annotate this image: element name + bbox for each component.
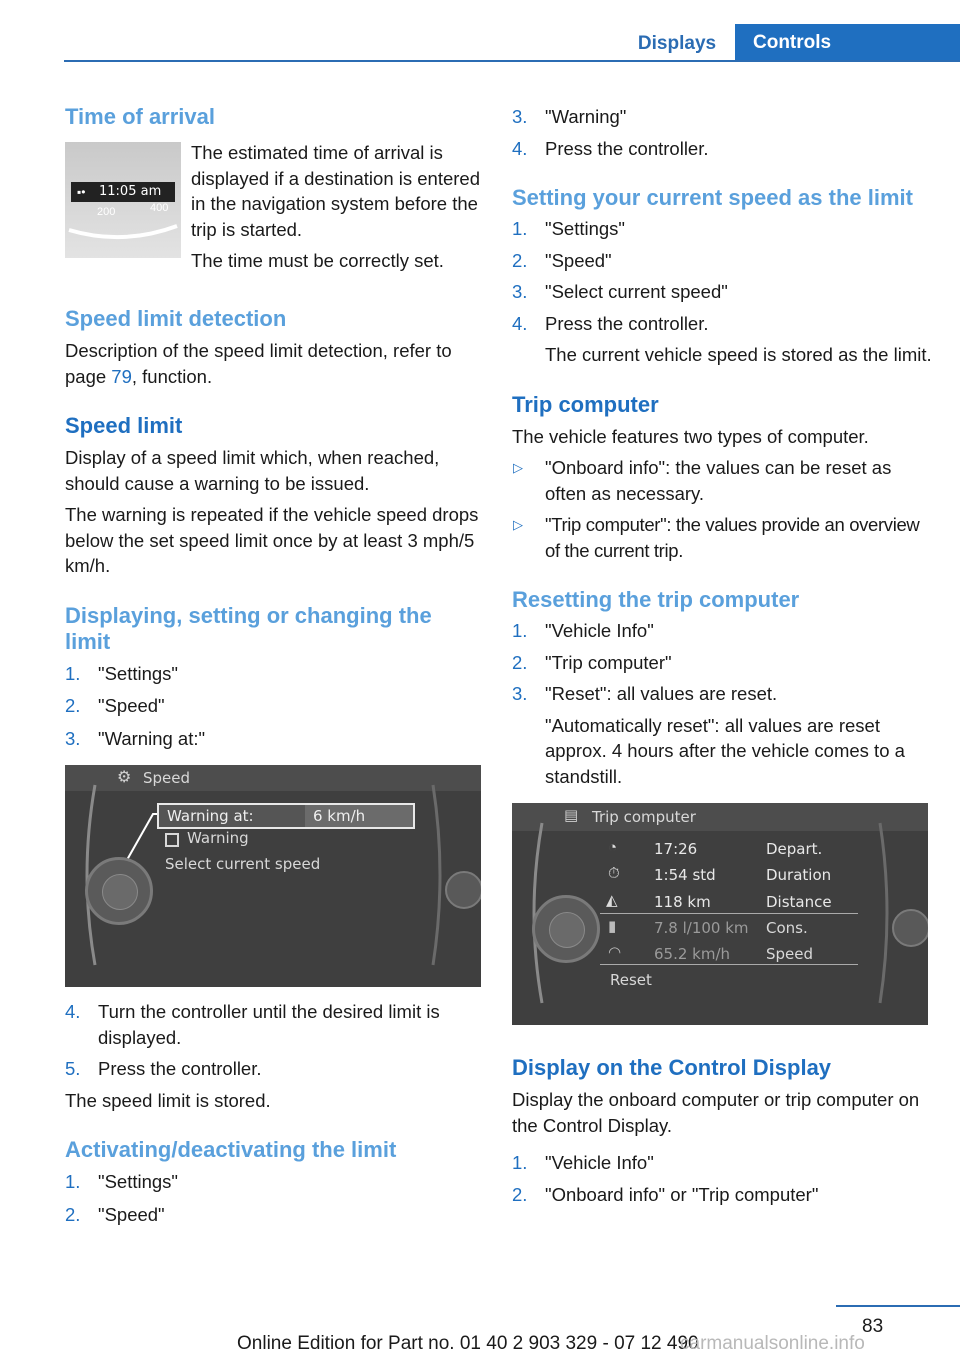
list-item: 3. "Select current speed": [512, 281, 728, 302]
arrival-clock: 11:05 am: [99, 184, 162, 199]
arrival-time-image: [65, 142, 181, 258]
current-speed-steps: [512, 216, 932, 336]
bullet-triangle-icon: ▷: [513, 460, 523, 475]
speed-limit-detection-text: Description of the speed limit detection, refer to page 79, function.: [65, 340, 452, 387]
list-item: 2. "Trip computer": [512, 651, 672, 673]
heading-activating-limit: Activating/deactivating the limit: [65, 1137, 397, 1162]
fuel-pump-icon: ▮: [608, 918, 617, 935]
gauge-arc: [65, 142, 181, 258]
depart-value: 17:26: [654, 840, 698, 858]
warning-at-value: 6 km/h: [313, 807, 366, 825]
trip-computer-intro: The vehicle features two types of computer.: [512, 425, 869, 447]
speedometer-icon: ◠: [608, 944, 622, 961]
list-item: 1. "Settings": [65, 662, 178, 684]
select-current-speed[interactable]: Select current speed: [165, 855, 321, 873]
footer-rule: [836, 1305, 960, 1307]
list-item: 4. Turn the controller until the desired limit is displayed.: [65, 1001, 440, 1048]
consumption-value: 7.8 l/100 km: [654, 919, 749, 937]
watermark: carmanualsonline.info: [680, 1333, 865, 1354]
heading-time-of-arrival: Time of arrival: [65, 104, 215, 129]
current-speed-note: The current vehicle speed is stored as the limit.: [545, 344, 932, 365]
controller-knob-icon: [532, 895, 600, 963]
stopwatch-icon: ⏱: [608, 865, 620, 882]
list-item: 2. "Onboard info" or "Trip computer": [512, 1183, 819, 1205]
continued-steps: [512, 104, 932, 161]
header-chapter-tab[interactable]: Controls: [735, 24, 960, 62]
trip-computer-icon: ▤: [564, 807, 579, 824]
consumption-label: Cons.: [766, 919, 808, 937]
screen-title: Trip computer: [592, 808, 696, 826]
displaying-steps-2: [65, 999, 483, 1082]
heading-resetting-trip: Resetting the trip computer: [512, 587, 800, 612]
list-item: 2. "Speed": [512, 249, 612, 271]
right-column: [512, 100, 932, 1207]
speed-limit-text: Display of a speed limit which, when reached, should cause a warning to be issued.: [65, 447, 440, 494]
page-79-link[interactable]: 79: [111, 365, 132, 387]
heading-speed-limit: Speed limit: [65, 413, 183, 438]
list-item: 5. Press the controller.: [65, 1058, 262, 1079]
duration-value: 1:54 std: [654, 866, 716, 884]
heading-trip-computer: Trip computer: [512, 391, 659, 417]
speed-limit-text-2: The warning is repeated if the vehicle speed drops below the set speed limit once by at least 3 mph/5 km/h.: [65, 504, 479, 576]
bullet-triangle-icon: ▷: [513, 517, 523, 532]
header-rule: [64, 60, 960, 62]
auto-reset-note: "Automatically reset": all values are reset approx. 4 hours after the vehicle comes to a standstill.: [545, 714, 905, 787]
header-section-tab[interactable]: Displays: [637, 33, 717, 54]
page-number: 83: [862, 1316, 884, 1337]
list-item: 1. "Settings": [65, 1171, 178, 1192]
heading-speed-limit-detection: Speed limit detection: [65, 306, 287, 331]
screen-title: Speed: [143, 769, 191, 787]
trip-computer-bullets: [512, 455, 932, 563]
time-of-arrival-block: [65, 140, 483, 282]
gear-icon: ⚙: [117, 769, 132, 786]
scale-400: 400: [150, 202, 169, 214]
list-item: 1. "Settings": [512, 218, 625, 239]
list-item: 3. "Reset": all values are reset.: [512, 683, 778, 704]
edition-text: Online Edition for Part no. 01 40 2 903 329 - 07 12 490: [237, 1333, 699, 1354]
speed-label: Speed: [766, 945, 814, 963]
heading-displaying-limit: Displaying, setting or changing the limit: [65, 602, 432, 654]
distance-icon: ◭: [606, 892, 618, 909]
list-item: 3. "Warning": [512, 106, 627, 127]
list-item: 2. "Speed": [65, 695, 165, 716]
list-item: ▷ "Onboard info": the values can be reset as often as necessary.: [513, 457, 892, 504]
list-item: 1. "Vehicle Info": [512, 620, 654, 641]
right-knob-icon: [892, 909, 928, 947]
duration-label: Duration: [766, 866, 832, 884]
list-item: 1. "Vehicle Info": [512, 1152, 654, 1173]
list-item: ▷ "Trip computer": the values provide an overview of the current trip.: [513, 514, 920, 561]
speed-value: 65.2 km/h: [654, 945, 731, 963]
right-knob-icon: [445, 871, 481, 909]
list-item: 3. "Warning at:": [65, 727, 206, 749]
flag-icon: ▪•: [77, 185, 86, 199]
trip-computer-screen: [512, 803, 928, 1025]
distance-label: Distance: [766, 893, 832, 911]
list-item: 4. Press the controller.: [512, 312, 709, 334]
heading-display-control: Display on the Control Display: [512, 1055, 832, 1080]
warning-checkbox-label: Warning: [187, 829, 249, 847]
controller-knob-icon: [85, 857, 153, 925]
resetting-steps: [512, 618, 932, 707]
speed-limit-stored: The speed limit is stored.: [65, 1089, 271, 1111]
arrival-text: The estimated time of arrival is displayed if a destination is entered in the navigation system before the trip is started.: [191, 142, 480, 240]
clock-icon: ◔: [608, 839, 618, 856]
depart-label: Depart.: [766, 840, 823, 858]
speed-settings-screen: [65, 765, 481, 987]
distance-value: 118 km: [654, 893, 711, 911]
warning-at-label: Warning at:: [167, 807, 254, 825]
heading-current-speed-limit: Setting your current speed as the limit: [512, 185, 913, 210]
list-item: 4. Press the controller.: [512, 137, 709, 159]
scale-200: 200: [97, 206, 116, 218]
reset-button[interactable]: Reset: [610, 971, 652, 989]
list-item: 2. "Speed": [65, 1203, 165, 1225]
display-control-steps: [512, 1150, 932, 1207]
arrival-note: The time must be correctly set.: [191, 250, 444, 271]
displaying-steps: [65, 661, 483, 752]
left-column: [65, 100, 483, 1227]
display-control-text: Display the onboard computer or trip computer on the Control Display.: [512, 1089, 920, 1136]
activating-steps: [65, 1169, 483, 1227]
